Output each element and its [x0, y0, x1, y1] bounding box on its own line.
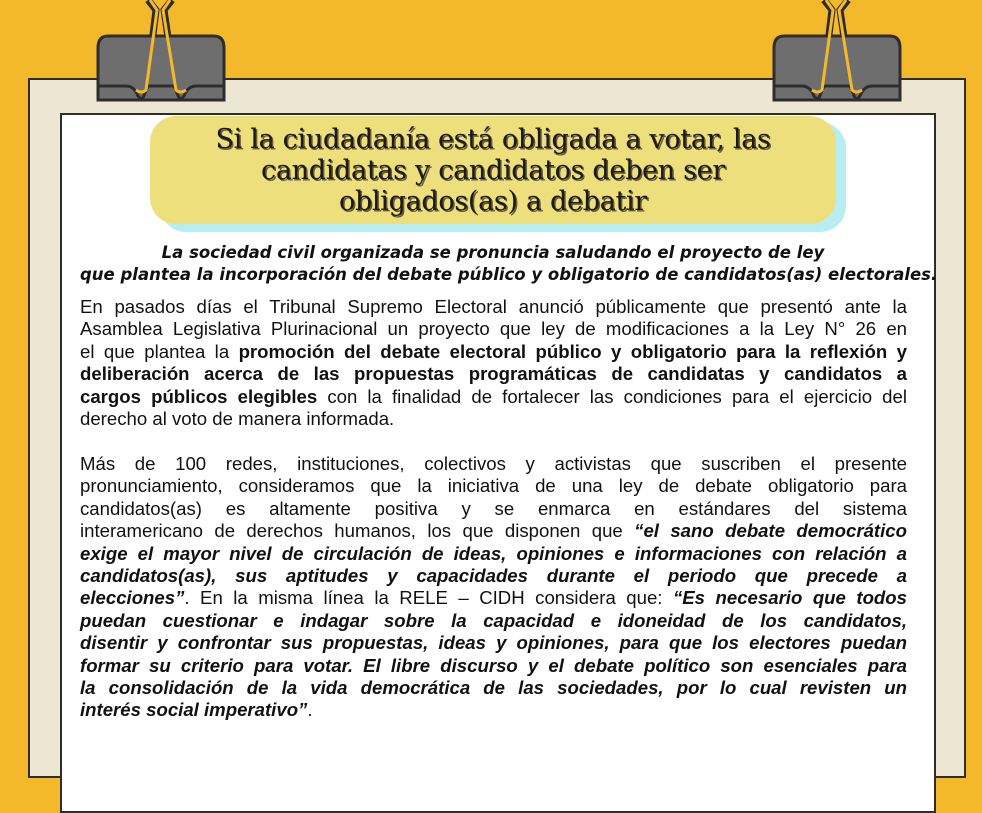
bold-run: promoción del debate electoral público y obligatorio para la reflexión y [238, 340, 907, 362]
quote-line: formar su criterio para votar. El libre discurso y el debate político son esenciales para [80, 654, 907, 676]
title-banner [150, 116, 846, 232]
quote-run: “el sano debate democrático [634, 520, 907, 542]
text-line [80, 587, 907, 609]
text-line: Asamblea Legislativa Plurinacional un proyecto que ley de modificaciones a la Ley N° 26 en [80, 318, 907, 340]
subtitle-line: La sociedad civil organizada se pronuncia saludando el proyecto de ley [161, 243, 825, 262]
text-line: deliberación acerca de las propuestas programáticas de candidatas y candidatos a [80, 363, 907, 385]
text-line [80, 386, 907, 408]
text-line: pronunciamiento, consideramos que la iniciativa de una ley de debate obligatorio para [80, 475, 907, 497]
text-line: En pasados días el Tribunal Supremo Electoral anunció públicamente que presentó ante la [80, 296, 907, 317]
paragraph-1 [80, 296, 907, 430]
quote-line: la consolidación de la vida democrática de las sociedades, por lo cual revisten un [80, 676, 907, 698]
text-line: Más de 100 redes, instituciones, colectivos y activistas que suscriben el presente [80, 453, 907, 474]
text-line: candidatos(as) es altamente positiva y se enmarca en estándares del sistema [80, 497, 907, 519]
text-run: interamericano de derechos humanos, los que disponen que [80, 520, 635, 542]
text-run: . [307, 699, 313, 721]
quote-line: disentir y confrontar sus propuestas, ideas y opiniones, para que los electores puedan [80, 632, 907, 654]
text-line [80, 341, 907, 363]
text-line [80, 520, 907, 542]
subtitle-line: que plantea la incorporación del debate público y obligatorio de candidatos(as) electorales. [80, 265, 938, 284]
text-run: el que plantea la [80, 340, 239, 362]
text-run: . En la misma línea la RELE – CIDH considera que: [184, 587, 673, 609]
subtitle [80, 242, 938, 286]
bold-run: cargos públicos elegibles [80, 385, 318, 407]
binder-clip-icon [772, 0, 902, 104]
paragraph-2 [80, 453, 907, 722]
quote-line: puedan cuestionar e indagar sobre la capacidad e idoneidad de los candidatos, [80, 609, 907, 631]
quote-run: interés social imperativo” [80, 699, 308, 721]
text-line [80, 699, 907, 721]
quote-run: elecciones” [80, 587, 185, 609]
quote-line: candidatos(as), sus aptitudes y capacidades durante el periodo que precede a [80, 564, 907, 586]
text-line: derecho al voto de manera informada. [80, 407, 395, 429]
quote-run: “Es necesario que todos [672, 587, 907, 609]
page-title-line: candidatas y candidatos deben ser [261, 154, 725, 186]
page-title-line: obligados(as) a debatir [338, 185, 647, 217]
text-run: con la finalidad de fortalecer las condiciones para el ejercicio del [317, 385, 907, 407]
quote-line: exige el mayor nivel de circulación de ideas, opiniones e informaciones con relación a [80, 542, 907, 564]
title-box [150, 116, 836, 224]
page-title-line: Si la ciudadanía está obligada a votar, las [215, 123, 771, 155]
binder-clip-icon [96, 0, 226, 104]
